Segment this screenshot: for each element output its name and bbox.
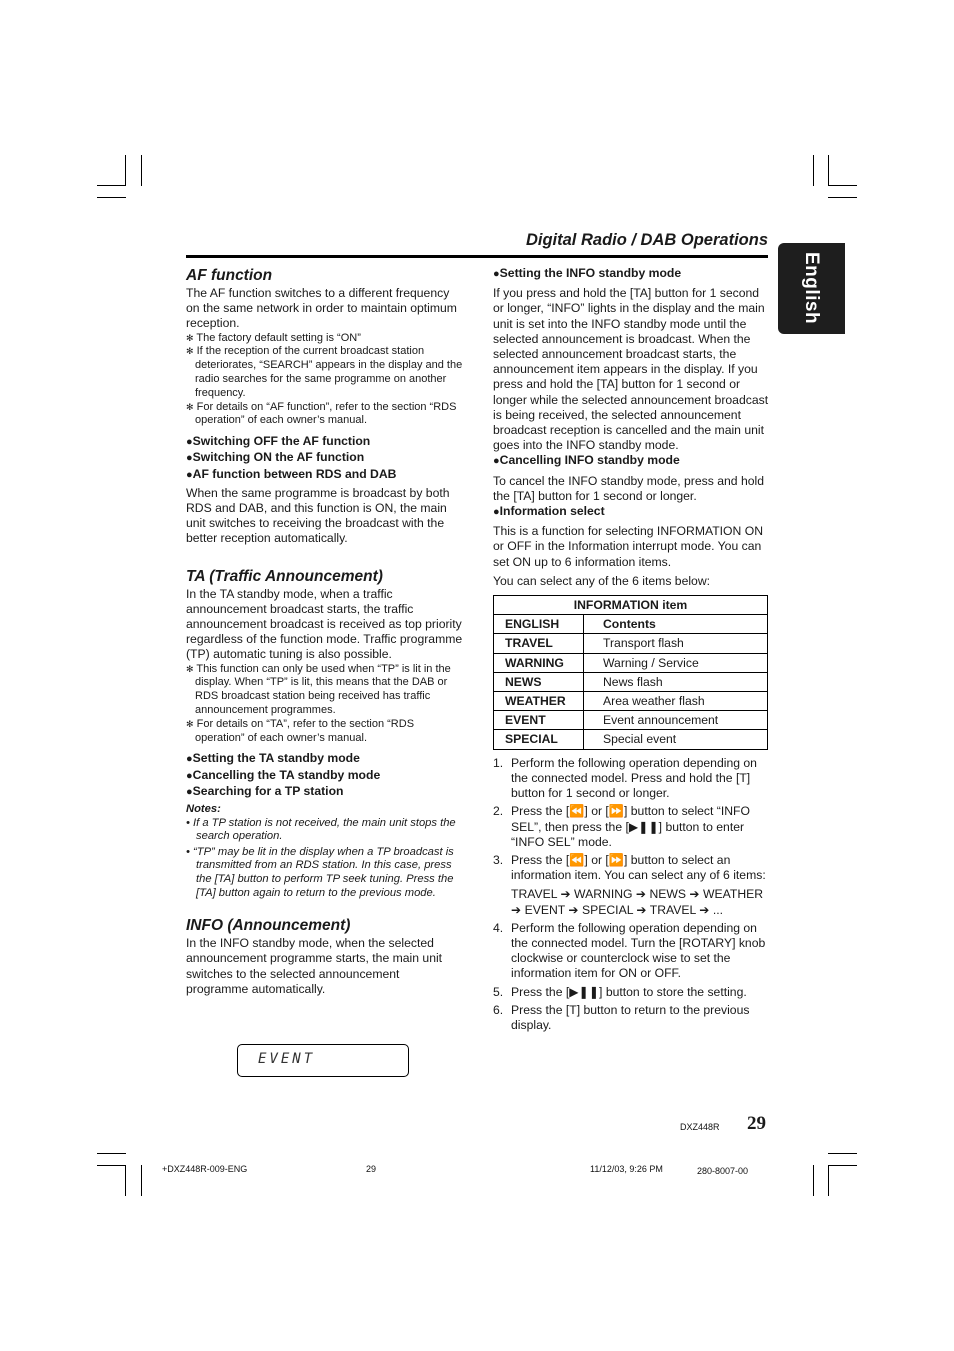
information-table — [493, 595, 768, 750]
ta-heading: TA (Traffic Announcement) — [186, 567, 383, 585]
info-cancel-text: To cancel the INFO standby mode, press and hold the [TA] button for 1 second or longer. — [493, 473, 764, 503]
info-sub-select: ●Information select — [493, 504, 605, 519]
bullet-icon: ● — [186, 436, 193, 449]
af-note: ✻ If the reception of the current broadcast station deteriorates, “SEARCH” appears in the display and the radio searches for the same programme on another frequency. — [186, 345, 463, 399]
bullet-icon: ● — [186, 785, 193, 798]
footer-page: 29 — [366, 1164, 377, 1174]
bullet-icon: ● — [493, 268, 500, 280]
af-sub-rds-dab: ●AF function between RDS and DAB — [186, 466, 397, 481]
step-item: 3. Press the [⏪] or [⏩] button to select an information item. You can select any of 6 items: TRAVEL ➔ WARNING ➔ NEWS ➔ WEATHER ➔ EVENT ➔ SPECIAL ➔ TRAVEL ➔ ... — [493, 853, 769, 918]
info-intro: In the INFO standby mode, when the selected announcement programme starts, the main unit switches to the selected announcement programme automatically. — [186, 936, 443, 996]
footer-code: 280-8007-00 — [697, 1166, 749, 1176]
ta-sub-cancel: ●Cancelling the TA standby mode — [186, 767, 381, 782]
bullet-icon: ● — [186, 769, 193, 782]
language-tab — [778, 243, 845, 334]
item-sequence: TRAVEL ➔ WARNING ➔ NEWS ➔ WEATHER ➔ EVENT ➔ SPECIAL ➔ TRAVEL ➔ ... — [511, 887, 764, 917]
af-sub-off: ●Switching OFF the AF function — [186, 434, 371, 449]
step-item: 5. Press the [▶❚❚] button to store the setting. — [493, 984, 747, 999]
right-column — [493, 266, 769, 1036]
asterisk-icon: ✻ — [186, 718, 194, 729]
asterisk-icon: ✻ — [186, 346, 194, 357]
af-intro: The AF function switches to a different frequency on the same network in order to maintain optimum reception. — [186, 286, 457, 331]
select-any-text: You can select any of the 6 items below: — [493, 573, 711, 588]
page-number: 29 — [747, 1113, 766, 1134]
table-row: SPECIAL Special event — [494, 730, 768, 749]
bullet-icon: ● — [186, 452, 193, 465]
note-item: • “TP” may be lit in the display when a TP broadcast is transmitted from an RDS station. In this case, press the [TA] button to perform TP seek tuning. Press the [TA] button again to return to the previous mode. — [186, 845, 454, 899]
bullet-icon: ● — [493, 455, 500, 468]
display-text: EVENT — [258, 1051, 316, 1067]
table-row: WEATHER Area weather flash — [494, 692, 768, 711]
footer-date: 11/12/03, 9:26 PM — [590, 1164, 663, 1174]
table-row: EVENT Event announcement — [494, 711, 768, 730]
steps-list — [493, 756, 769, 1033]
bullet-icon: ● — [493, 506, 500, 519]
table-header-english: ENGLISH — [494, 615, 584, 634]
display-screen — [237, 1044, 409, 1077]
table-row: WARNING Warning / Service — [494, 653, 768, 672]
af-rds-dab-text: When the same programme is broadcast by both RDS and DAB, and this function is ON, the main unit switches to receiving the broadcast with the better reception automatically. — [186, 485, 450, 546]
info-select-text: This is a function for selecting INFORMATION ON or OFF in the Information interrupt mode. You can set ON up to 6 information items. — [493, 524, 763, 569]
table-row: TRAVEL Transport flash — [494, 634, 768, 653]
ta-intro: In the TA standby mode, when a traffic announcement broadcast starts, the traffic announcement broadcast is received as top priority regardless of the function mode. Traffic programme (TP) automatic tuning is also possible. — [186, 586, 463, 662]
section-header — [186, 231, 768, 258]
table-header-contents: Contents — [584, 615, 768, 634]
info-set-text: If you press and hold the [TA] button for 1 second or longer, “INFO” lights in the display and the main unit is set into the INFO standby mode until the selected announcement is broadcast. When the selected announcement broadcast starts, the announcement item appears in the display. If you press and hold the [TA] button for 1 second or longer while the selected announcement broadcast is being received, the selected announcement broadcast reception is cancelled and the main unit goes into the INFO standby mode. — [493, 286, 769, 453]
step-item: 4. Perform the following operation depending on the connected model. Turn the [ROTARY] knob clockwise or counterclock wise to set the information item for ON or OFF. — [493, 920, 766, 981]
af-note: ✻ The factory default setting is “ON” — [186, 331, 361, 344]
section-title: Digital Radio / DAB Operations — [525, 231, 768, 249]
ta-note: ✻ For details on “TA”, refer to the section “RDS operation” of each owner’s manual. — [186, 717, 415, 744]
left-column — [186, 266, 464, 997]
step-item: 2. Press the [⏪] or [⏩] button to select “INFO SEL”, then press the [▶❚❚] button to enter “INFO SEL” mode. — [493, 804, 750, 849]
info-sub-set: ●Setting the INFO standby mode — [493, 266, 682, 280]
language-tab-label: English — [801, 251, 822, 325]
step-item: 1. Perform the following operation depending on the connected model. Press and hold the [T] button for 1 second or longer. — [493, 755, 757, 801]
ta-sub-search: ●Searching for a TP station — [186, 783, 344, 798]
ta-sub-set: ●Setting the TA standby mode — [186, 751, 360, 766]
bullet-icon: ● — [186, 753, 193, 766]
asterisk-icon: ✻ — [186, 663, 194, 674]
bullet-icon: ● — [186, 468, 193, 481]
model-label: DXZ448R — [680, 1122, 720, 1132]
notes-list — [186, 817, 464, 901]
table-title: INFORMATION item — [494, 596, 768, 615]
step-item: 6. Press the [T] button to return to the previous display. — [493, 1002, 750, 1032]
af-note: ✻ For details on “AF function”, refer to the section “RDS operation” of each owner’s manual. — [186, 400, 457, 427]
note-item: • If a TP station is not received, the main unit stops the search operation. — [186, 816, 456, 843]
ta-note: ✻ This function can only be used when “TP” is lit in the display. When “TP” is lit, this means that the DAB or RDS broadcast station being received has traffic announcement programmes. — [186, 662, 451, 717]
footer-file: +DXZ448R-009-ENG — [162, 1164, 248, 1174]
table-row: NEWS News flash — [494, 672, 768, 691]
notes-label: Notes: — [186, 803, 221, 816]
af-heading: AF function — [186, 267, 273, 284]
asterisk-icon: ✻ — [186, 332, 194, 343]
info-heading: INFO (Announcement) — [186, 917, 351, 935]
asterisk-icon: ✻ — [186, 401, 194, 412]
af-sub-on: ●Switching ON the AF function — [186, 450, 365, 465]
info-sub-cancel: ●Cancelling INFO standby mode — [493, 453, 680, 468]
